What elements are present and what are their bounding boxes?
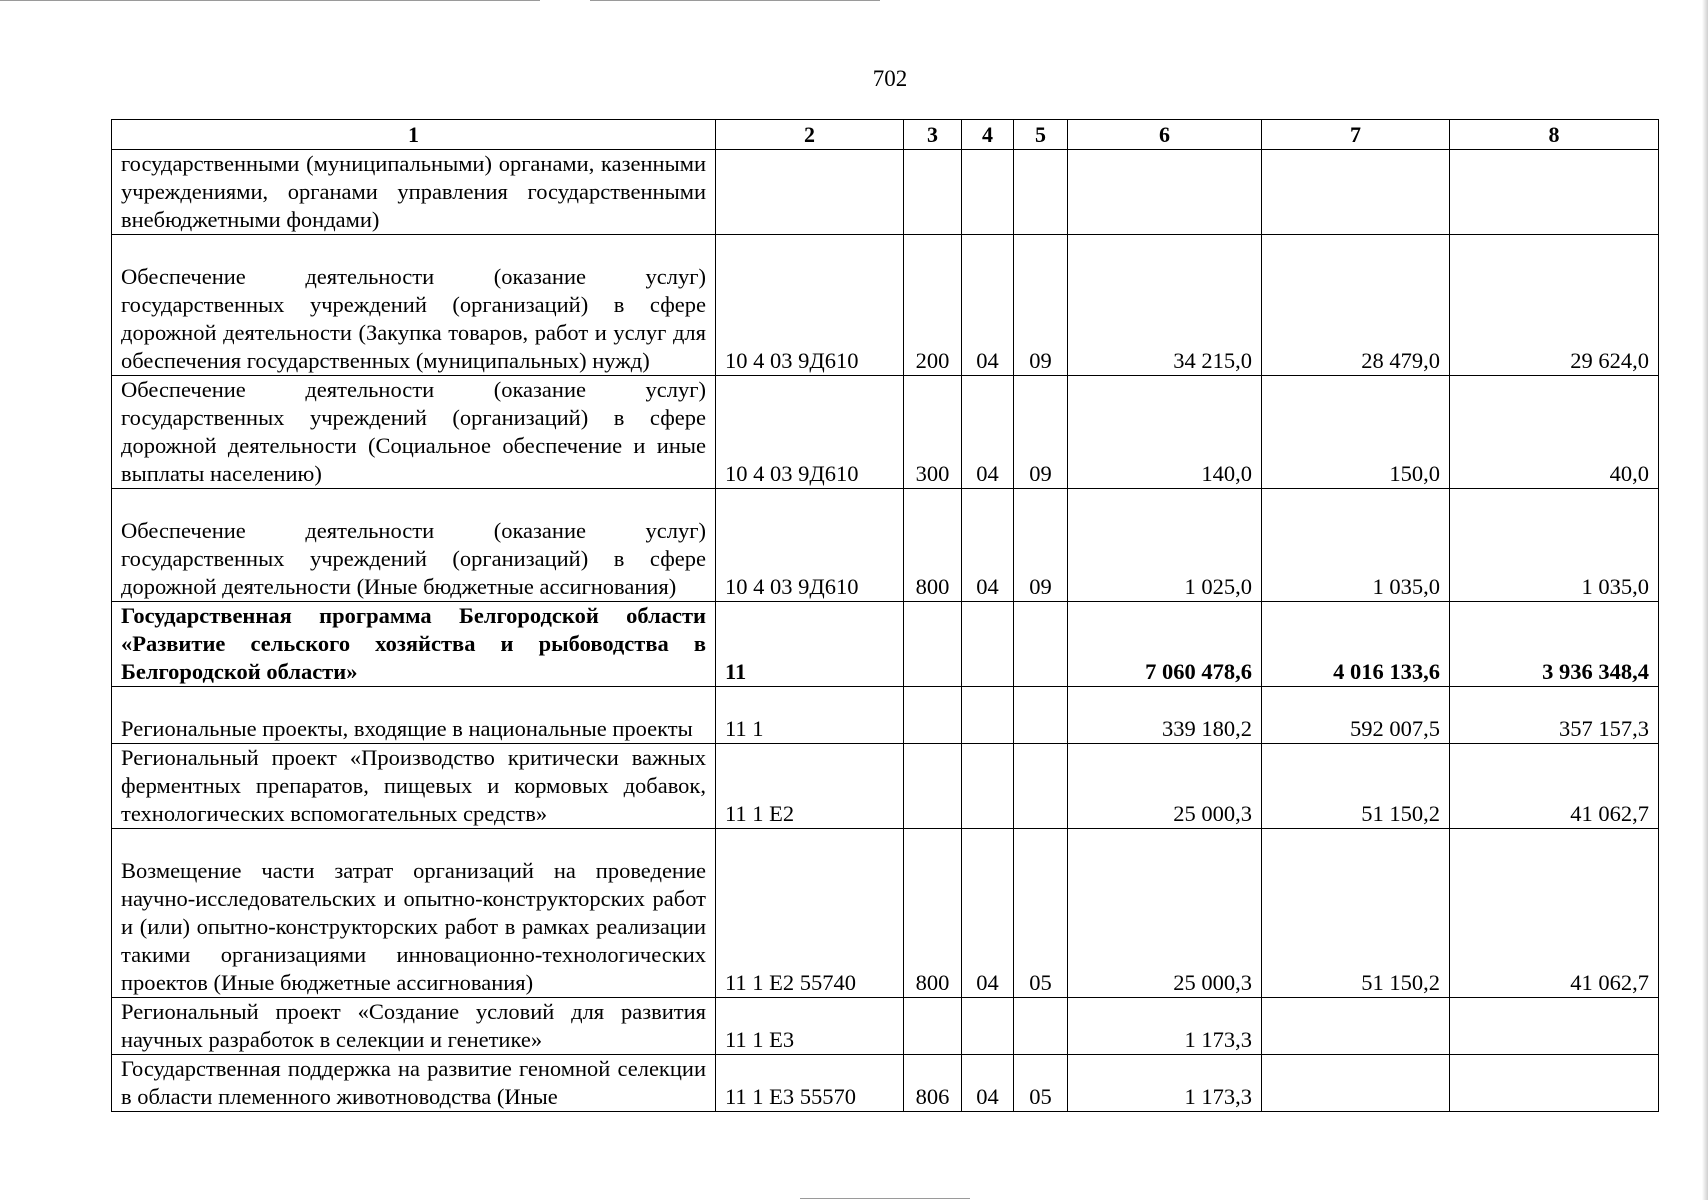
row-value-7 <box>1262 1055 1450 1112</box>
row-value-7: 1 035,0 <box>1262 489 1450 602</box>
row-name: Государственная программа Белгородской области «Развитие сельского хозяйства и рыбоводства в Белгородской области» <box>112 602 716 687</box>
row-value-6: 140,0 <box>1068 376 1262 489</box>
row-col-4: 04 <box>962 1055 1014 1112</box>
header-col-2: 2 <box>716 120 904 150</box>
row-name: Региональный проект «Создание условий для развития научных разработок в селекции и генетике» <box>112 998 716 1055</box>
header-col-5: 5 <box>1014 120 1068 150</box>
row-name: Обеспечение деятельности (оказание услуг) государственных учреждений (организаций) в сфере дорожной деятельности (Иные бюджетные ассигнования) <box>112 489 716 602</box>
header-col-8: 8 <box>1450 120 1659 150</box>
row-code: 11 1 Е3 <box>716 998 904 1055</box>
row-col-4 <box>962 744 1014 829</box>
row-value-7: 592 007,5 <box>1262 687 1450 744</box>
row-name: Обеспечение деятельности (оказание услуг) государственных учреждений (организаций) в сфере дорожной деятельности (Социальное обеспечение и иные выплаты населению) <box>112 376 716 489</box>
row-value-7 <box>1262 150 1450 235</box>
row-value-7: 28 479,0 <box>1262 235 1450 376</box>
row-col-5 <box>1014 150 1068 235</box>
row-name: Региональный проект «Производство критически важных ферментных препаратов, пищевых и кормовых добавок, технологических вспомогательных средств» <box>112 744 716 829</box>
page-number: 702 <box>872 66 908 91</box>
row-col-4: 04 <box>962 489 1014 602</box>
row-col-5 <box>1014 687 1068 744</box>
row-value-6: 34 215,0 <box>1068 235 1262 376</box>
row-value-6: 7 060 478,6 <box>1068 602 1262 687</box>
row-col-4 <box>962 687 1014 744</box>
scan-artifact-top-left <box>0 0 540 1</box>
row-code <box>716 150 904 235</box>
row-value-8: 41 062,7 <box>1450 829 1659 998</box>
page-edge-shadow <box>1702 0 1708 1200</box>
row-col-3 <box>904 687 962 744</box>
row-col-3: 800 <box>904 829 962 998</box>
table-row <box>112 235 1659 376</box>
row-col-4: 04 <box>962 235 1014 376</box>
row-col-3: 806 <box>904 1055 962 1112</box>
row-value-8: 3 936 348,4 <box>1450 602 1659 687</box>
row-code: 11 1 Е3 55570 <box>716 1055 904 1112</box>
row-col-4 <box>962 998 1014 1055</box>
scan-artifact-bottom <box>800 1198 970 1199</box>
table-row <box>112 1055 1659 1112</box>
row-value-6: 1 025,0 <box>1068 489 1262 602</box>
row-code: 11 1 Е2 55740 <box>716 829 904 998</box>
row-value-7: 51 150,2 <box>1262 744 1450 829</box>
header-col-4: 4 <box>962 120 1014 150</box>
row-name: государственными (муниципальными) органами, казенными учреждениями, органами управления государственными внебюджетными фондами) <box>112 150 716 235</box>
table-row <box>112 150 1659 235</box>
row-name: Возмещение части затрат организаций на проведение научно-исследовательских и опытно-конструкторских работ и (или) опытно-конструкторских работ в рамках реализации такими организациями инновационно-технологических проектов (Иные бюджетные ассигнования) <box>112 829 716 998</box>
row-col-4 <box>962 602 1014 687</box>
row-name: Региональные проекты, входящие в национальные проекты <box>112 687 716 744</box>
scan-artifact-top-right <box>590 0 880 1</box>
header-col-6: 6 <box>1068 120 1262 150</box>
row-name: Государственная поддержка на развитие геномной селекции в области племенного животноводства (Иные <box>112 1055 716 1112</box>
row-code: 11 1 <box>716 687 904 744</box>
row-col-3: 200 <box>904 235 962 376</box>
row-code: 10 4 03 9Д610 <box>716 376 904 489</box>
row-value-8: 40,0 <box>1450 376 1659 489</box>
table-row <box>112 489 1659 602</box>
row-value-6: 339 180,2 <box>1068 687 1262 744</box>
row-value-7 <box>1262 998 1450 1055</box>
row-value-6 <box>1068 150 1262 235</box>
row-value-6: 25 000,3 <box>1068 829 1262 998</box>
row-value-7: 51 150,2 <box>1262 829 1450 998</box>
row-code: 11 1 Е2 <box>716 744 904 829</box>
row-col-4: 04 <box>962 829 1014 998</box>
table-row <box>112 687 1659 744</box>
row-code: 10 4 03 9Д610 <box>716 235 904 376</box>
header-col-3: 3 <box>904 120 962 150</box>
row-col-3 <box>904 150 962 235</box>
row-col-5: 09 <box>1014 235 1068 376</box>
row-value-8 <box>1450 998 1659 1055</box>
header-col-7: 7 <box>1262 120 1450 150</box>
row-value-8: 29 624,0 <box>1450 235 1659 376</box>
row-col-5: 09 <box>1014 376 1068 489</box>
row-col-3 <box>904 998 962 1055</box>
row-col-5: 05 <box>1014 829 1068 998</box>
row-col-3 <box>904 602 962 687</box>
row-value-6: 1 173,3 <box>1068 998 1262 1055</box>
row-col-3: 300 <box>904 376 962 489</box>
row-col-5 <box>1014 602 1068 687</box>
row-value-7: 4 016 133,6 <box>1262 602 1450 687</box>
row-col-5: 09 <box>1014 489 1068 602</box>
row-value-8 <box>1450 1055 1659 1112</box>
row-value-6: 25 000,3 <box>1068 744 1262 829</box>
row-code: 11 <box>716 602 904 687</box>
row-value-7: 150,0 <box>1262 376 1450 489</box>
table-row <box>112 376 1659 489</box>
row-col-4: 04 <box>962 376 1014 489</box>
row-col-3: 800 <box>904 489 962 602</box>
row-col-3 <box>904 744 962 829</box>
row-name: Обеспечение деятельности (оказание услуг) государственных учреждений (организаций) в сфере дорожной деятельности (Закупка товаров, работ и услуг для обеспечения государственных (муниципальных) нужд) <box>112 235 716 376</box>
row-col-5: 05 <box>1014 1055 1068 1112</box>
row-value-6: 1 173,3 <box>1068 1055 1262 1112</box>
row-value-8: 357 157,3 <box>1450 687 1659 744</box>
table-row-program <box>112 602 1659 687</box>
row-col-4 <box>962 150 1014 235</box>
row-value-8 <box>1450 150 1659 235</box>
row-value-8: 41 062,7 <box>1450 744 1659 829</box>
row-col-5 <box>1014 998 1068 1055</box>
table-row <box>112 998 1659 1055</box>
table-row <box>112 829 1659 998</box>
row-code: 10 4 03 9Д610 <box>716 489 904 602</box>
budget-table <box>111 119 1659 1112</box>
row-value-8: 1 035,0 <box>1450 489 1659 602</box>
header-col-1: 1 <box>112 120 716 150</box>
row-col-5 <box>1014 744 1068 829</box>
table-header-row <box>112 120 1659 150</box>
table-row <box>112 744 1659 829</box>
